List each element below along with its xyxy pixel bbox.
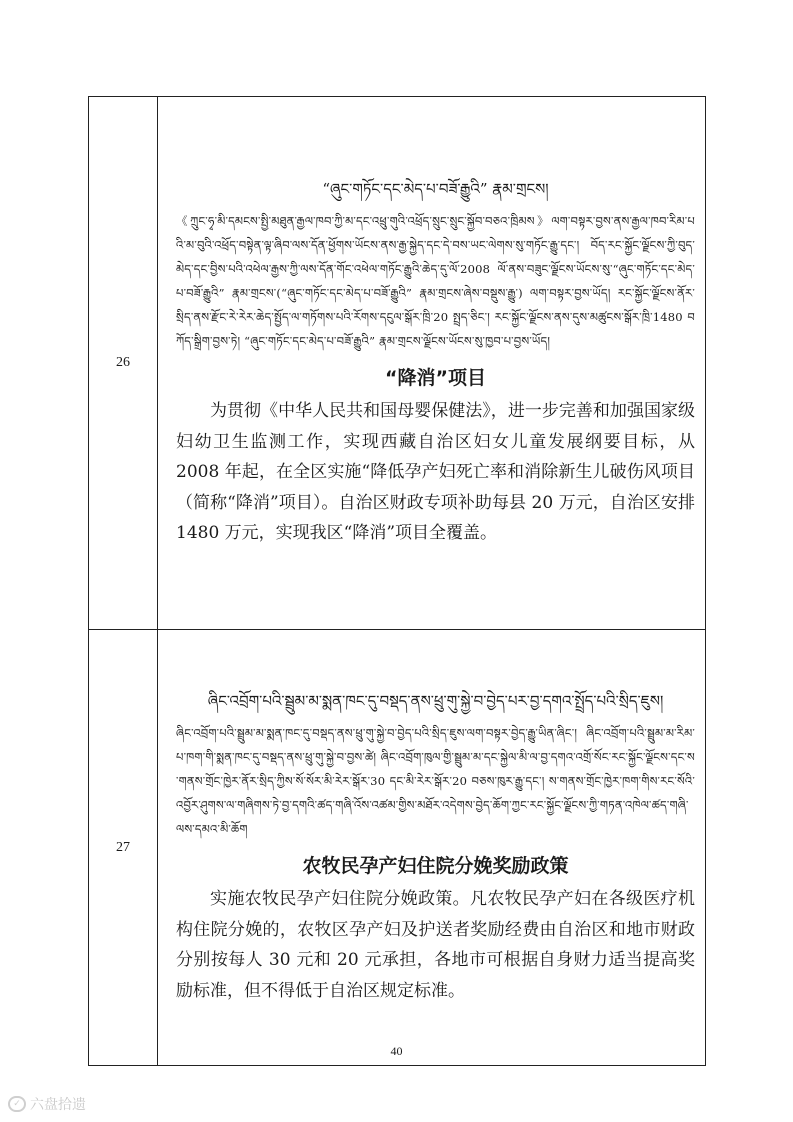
tibetan-paragraph: 《ཀྲུང་ཧྭ་མི་དམངས་སྤྱི་མཐུན་རྒྱལ་ཁབ་ཀྱི་མ་དང་འཕྲུ་གུའི་འཕྲོད་སྲུང་སྲུང་སྐྱོབ་བཅའ་ཁྲིམས》ལག་བསྟར་བྱས་ནས་རྒྱལ་ཁབ་རིམ་པའི་མ་བུའི་འཕྲོད་བསྟེན་ལྟ་ཞིབ་ལས་དོན་ཕྱོགས་ཡོངས་ནས་རྒྱ་སྐྱེད་དང་དེ་བས་ཡང་ལེགས་སུ་གཏོང་རྒྱུ་དང་། བོད་རང་སྐྱོང་ལྗོངས་ཀྱི་བུད་མེད་དང་བྱིས་པའི་འཕེལ་རྒྱས་ཀྱི་ལས་དོན་གོང་འཕེལ་གཏོང་རྒྱུའི་ཆེད་དུ་ལོ་2008 ལོ་ནས་བཟུང་ལྗོངས་ཡོངས་སུ་“ཞུང་གཏོང་དང་མེད་པ་བཟོ་རྒྱུའི” རྣམ་གྲངས་(“ཞུང་གཏོང་དང་མེད་པ་བཟོ་རྒྱུའི” རྣམ་གྲངས་ཞེས་བསྡུས་རྒྱུ་) ལག་བསྟར་བྱས་ཡོད། རང་སྐྱོང་ལྗོངས་ནོར་སྲིད་ནས་རྫོང་རེ་རེར་ཆེད་སྤྱོད་ལ་གཏོགས་པའི་རོགས་དངུལ་སྒོར་ཁྲི་20 སྤྲད་ཅིང་། རང་སྐྱོང་ལྗོངས་ནས་དུས་མཚུངས་སྒོར་ཁྲི་1480 བཀོད་སྒྲིག་བྱས་ཏེ། “ཞུང་གཏོང་དང་མེད་པ་བཟོ་རྒྱུའི” རྣམ་གྲངས་ལྗོངས་ཡོངས་སུ་ཁྱབ་པ་བྱས་ཡོད། bbox=[176, 214, 695, 349]
tibetan-paragraph: ཞིང་འབྲོག་པའི་སྦྲུམ་མ་སྨན་ཁང་དུ་བསྡད་ནས་ཕྲུ་གུ་སྐྱེ་བ་བྱེད་པའི་སྲིད་ཇུས་ལག་བསྟར་བྱེད་རྒྱུ་ཡིན་ཞིང་། ཞིང་འབྲོག་པའི་སྦྲུམ་མ་རིམ་པ་ཁག་གི་སྨན་ཁང་དུ་བསྡད་ནས་ཕྲུ་གུ་སྐྱེ་བ་བྱས་ཚེ། ཞིང་འབྲོག་ཁུལ་གྱི་སྦྲུམ་མ་དང་སྐྱེལ་མི་ལ་བྱ་དགའ་འགྲོ་སོང་རང་སྐྱོང་ལྗོངས་དང་ས་གནས་གྲོང་ཁྱེར་ནོར་སྲིད་ཀྱིས་སོ་སོར་མི་རེར་སྒོར་30 དང་མི་རེར་སྒོར་20 བཅས་ཁུར་རྒྱུ་དང་། ས་གནས་གྲོང་ཁྱེར་ཁག་གིས་རང་སོའི་འབྱོར་ཤུགས་ལ་གཞིགས་ཏེ་བྱ་དགའི་ཚད་གཞི་འོས་འཚམ་གྱིས་མཐོར་འདེགས་བྱེད་ཆོག་ཀྱང་རང་སྐྱོང་ལྗོངས་ཀྱི་གཏན་འཁེལ་ཚད་གཞི་ལས་དམའ་མི་ཆོག bbox=[176, 726, 695, 836]
watermark-logo-icon: ✓ bbox=[8, 1096, 26, 1112]
table-row bbox=[89, 97, 706, 630]
watermark-text: 六盘拾遗 bbox=[30, 1097, 86, 1113]
row-content bbox=[158, 630, 706, 1066]
table-row bbox=[89, 630, 706, 1066]
tibetan-title: ཞིང་འབྲོག་པའི་སྦྲུམ་མ་སྨན་ཁང་དུ་བསྡད་ནས་ཕྲུ་གུ་སྐྱེ་བ་བྱེད་པར་བྱ་དགའ་སྤྲོད་པའི་སྲིད་ཇུས། bbox=[207, 692, 664, 710]
row-number: 27 bbox=[89, 630, 158, 1066]
page-number: 40 bbox=[390, 1044, 403, 1058]
row-content bbox=[158, 97, 706, 630]
chinese-title: 农牧民孕产妇住院分娩奖励政策 bbox=[302, 855, 569, 877]
chinese-title: “降消”项目 bbox=[385, 367, 486, 390]
chinese-paragraph: 实施农牧民孕产妇住院分娩政策。凡农牧民孕产妇在各级医疗机构住院分娩的，农牧区孕产妇及护送者奖励经费由自治区和地市财政分别按每人 30 元和 20 元承担，各地市可根据自身财力适当提高奖励标准，但不得低于自治区规定标准。 bbox=[176, 889, 695, 1001]
watermark bbox=[8, 1094, 86, 1114]
chinese-paragraph: 为贯彻《中华人民共和国母婴保健法》，进一步完善和加强国家级妇幼卫生监测工作，实现西藏自治区妇女儿童发展纲要目标，从 2008 年起，在全区实施“降低孕产妇死亡率和消除新生儿破伤风项目（简称“降消”项目）。自治区财政专项补助每县 20 万元，自治区安排 1480 万元，实现我区“降消”项目全覆盖。 bbox=[176, 401, 695, 544]
tibetan-title: “ཞུང་གཏོང་དང་མེད་པ་བཟོ་རྒྱུའི” རྣམ་གྲངས། bbox=[322, 180, 549, 199]
policy-table bbox=[88, 96, 706, 1066]
row-number: 26 bbox=[89, 97, 158, 630]
